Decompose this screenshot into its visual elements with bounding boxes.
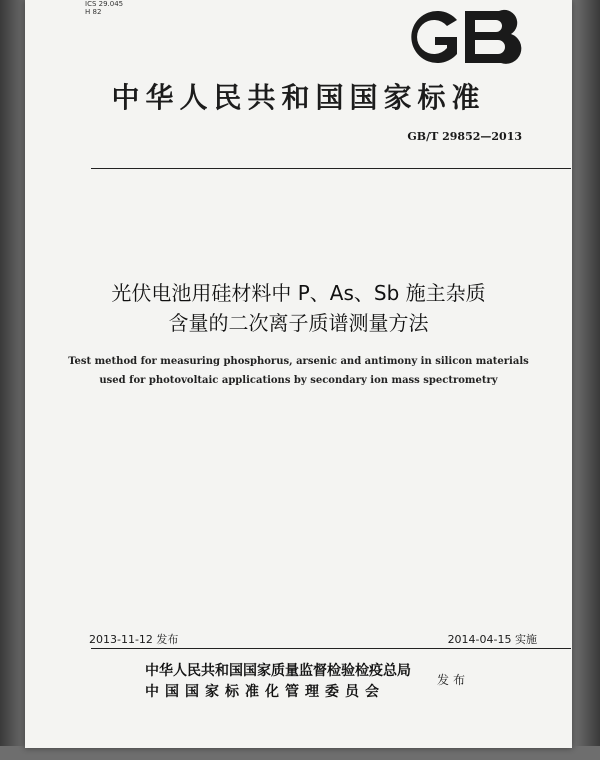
issuing-authority-1: 中华人民共和国国家质量监督检验检疫总局 <box>145 663 411 679</box>
document-page <box>25 0 572 748</box>
standard-number: GB/T 29852—2013 <box>407 130 522 143</box>
gb-logo <box>399 6 523 68</box>
english-title-line-2: used for photovoltaic applications by secondary ion mass spectrometry <box>99 375 498 386</box>
english-title-line-1: Test method for measuring phosphorus, arsenic and antimony in silicon materials <box>68 356 529 367</box>
issuing-authority-2: 中国国家标准化管理委员会 <box>145 684 385 700</box>
document-category-title: 中华人民共和国国家标准 <box>111 81 486 114</box>
header-divider <box>91 168 571 169</box>
chinese-title-line-1: 光伏电池用硅材料中 P、As、Sb 施主杂质 <box>111 281 486 305</box>
ccs-code: H 82 <box>85 8 102 16</box>
ics-classification <box>85 0 123 16</box>
scan-background-bottom <box>0 746 600 760</box>
chinese-title-line-2: 含量的二次离子质谱测量方法 <box>168 311 429 335</box>
issue-date: 2013-11-12 发布 <box>89 633 179 646</box>
footer-divider <box>91 648 571 649</box>
ics-code: ICS 29.045 <box>85 0 124 8</box>
publish-label: 发布 <box>437 673 470 687</box>
implementation-date: 2014-04-15 实施 <box>447 633 537 646</box>
